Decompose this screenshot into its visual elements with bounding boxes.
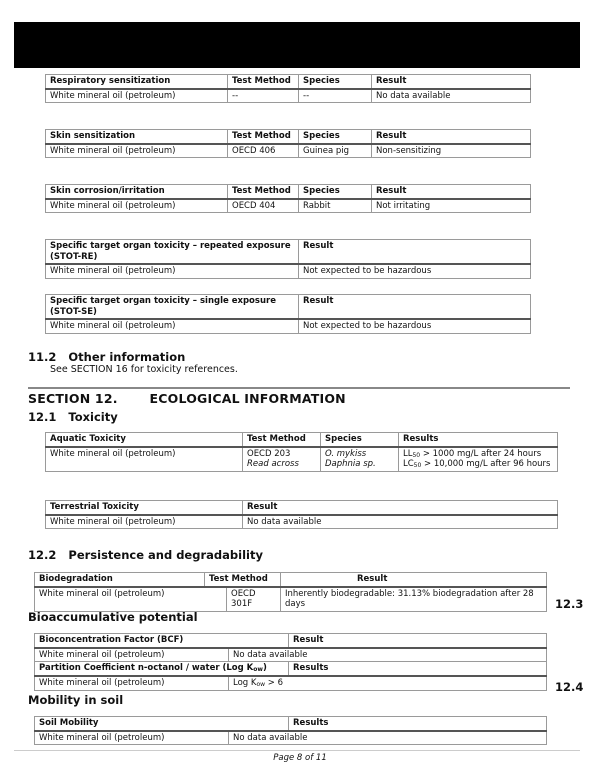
section-11-2-title: 11.2 Other information: [28, 350, 186, 364]
table-row: [46, 319, 531, 333]
respiratory-sensitization-table: [45, 74, 531, 103]
table-header: Soil Mobility: [35, 717, 289, 731]
footer-divider: [14, 750, 580, 751]
table-header: Species: [299, 185, 372, 199]
result-cell: No data available: [229, 648, 547, 662]
table-header: Result: [243, 501, 558, 515]
table-header: Bioconcentration Factor (BCF): [35, 634, 289, 648]
section-12-title: SECTION 12. ECOLOGICAL INFORMATION: [28, 391, 346, 406]
substance-cell: White mineral oil (petroleum): [46, 144, 228, 158]
method-cell: --: [228, 89, 299, 103]
results-cell: [399, 447, 558, 472]
result-cell: No data available: [372, 89, 531, 103]
method-cell: OECD 406: [228, 144, 299, 158]
section-12-1-title: 12.1 Toxicity: [28, 410, 118, 424]
result-cell: Non-sensitizing: [372, 144, 531, 158]
result-line: $LL_{50} > 1000$ mg/L after 24 hours: [403, 448, 542, 459]
soil-mobility-table: [34, 716, 547, 745]
table-row: [46, 199, 531, 213]
skin-sensitization-table: [45, 129, 531, 158]
table-header: Partition Coefficient n-octanol / water (Log $K_{ow}$): [35, 662, 289, 676]
result-cell: Log $K_{ow} > 6$: [229, 676, 547, 690]
table-header: Result: [299, 240, 531, 265]
side-heading-12-3: 12.3: [555, 597, 584, 611]
method-cell: [243, 447, 321, 472]
bioaccumulation-table: [34, 633, 547, 691]
table-header: Result: [289, 634, 547, 648]
species-cell: Guinea pig: [299, 144, 372, 158]
result-cell: Inherently biodegradable: 31.13% biodegradation after 28 days: [281, 587, 547, 612]
table-header: Species: [321, 433, 399, 447]
table-header: Biodegradation: [35, 573, 205, 587]
table-header: Terrestrial Toxicity: [46, 501, 243, 515]
species-cell: --: [299, 89, 372, 103]
table-header: Species: [299, 75, 372, 89]
section-12-2-title: 12.2 Persistence and degradability: [28, 548, 263, 562]
result-cell: No data available: [243, 515, 558, 529]
table-header: Species: [299, 130, 372, 144]
substance-cell: White mineral oil (petroleum): [46, 199, 228, 213]
table-header: Specific target organ toxicity – repeated exposure (STOT-RE): [46, 240, 299, 265]
result-cell: Not expected to be hazardous: [299, 319, 531, 333]
table-header: Test Method: [228, 75, 299, 89]
table-row: [35, 587, 547, 612]
skin-corrosion-table: [45, 184, 531, 213]
page-number: Page 8 of 11: [273, 753, 327, 763]
table-row: [35, 676, 547, 690]
stot-se-table: [45, 294, 531, 334]
mobility-title: Mobility in soil: [28, 693, 124, 707]
table-header: Test Method: [228, 130, 299, 144]
table-header: Result: [372, 185, 531, 199]
table-header: Results: [399, 433, 558, 447]
terrestrial-toxicity-table: [45, 500, 558, 529]
table-header: Results: [289, 717, 547, 731]
table-header: Respiratory sensitization: [46, 75, 228, 89]
substance-cell: White mineral oil (petroleum): [46, 89, 228, 103]
table-row: [35, 731, 547, 745]
result-cell: No data available: [229, 731, 547, 745]
substance-cell: White mineral oil (petroleum): [35, 648, 229, 662]
table-header: Result: [281, 573, 547, 587]
table-row: [46, 144, 531, 158]
result-cell: Not irritating: [372, 199, 531, 213]
table-header: Test Method: [228, 185, 299, 199]
substance-cell: White mineral oil (petroleum): [46, 319, 299, 333]
species-line: Daphnia sp.: [325, 459, 376, 470]
method-cell: OECD 301F: [227, 587, 281, 612]
aquatic-toxicity-table: [45, 432, 558, 472]
species-cell: [321, 447, 399, 472]
section-separator: [28, 387, 570, 389]
table-header: Aquatic Toxicity: [46, 433, 243, 447]
table-row: [46, 89, 531, 103]
method-line: OECD 203: [247, 448, 291, 459]
table-header: Result: [372, 75, 531, 89]
method-cell: OECD 404: [228, 199, 299, 213]
result-line: $LC_{50} > 10,000$ mg/L after 96 hours: [403, 459, 551, 470]
section-11-2-text: See SECTION 16 for toxicity references.: [50, 364, 238, 375]
substance-cell: White mineral oil (petroleum): [46, 515, 243, 529]
table-header: Skin corrosion/irritation: [46, 185, 228, 199]
species-line: O. mykiss: [325, 448, 367, 459]
table-row: [46, 515, 558, 529]
substance-cell: White mineral oil (petroleum): [35, 587, 227, 612]
side-heading-12-4: 12.4: [555, 680, 584, 694]
table-row: [35, 648, 547, 662]
header-bar: [14, 22, 580, 68]
substance-cell: White mineral oil (petroleum): [46, 447, 243, 472]
substance-cell: White mineral oil (petroleum): [35, 676, 229, 690]
species-cell: Rabbit: [299, 199, 372, 213]
substance-cell: White mineral oil (petroleum): [35, 731, 229, 745]
table-header: Skin sensitization: [46, 130, 228, 144]
table-header: Result: [299, 295, 531, 320]
method-line: Read across: [247, 459, 299, 470]
biodegradation-table: [34, 572, 547, 612]
substance-cell: White mineral oil (petroleum): [46, 264, 299, 278]
table-row: [46, 264, 531, 278]
stot-re-table: [45, 239, 531, 279]
bioaccumulative-title: Bioaccumulative potential: [28, 610, 198, 624]
table-header: Specific target organ toxicity – single exposure (STOT-SE): [46, 295, 299, 320]
table-row: [46, 447, 558, 472]
table-header: Results: [289, 662, 547, 676]
table-header: Test Method: [205, 573, 281, 587]
table-header: Test Method: [243, 433, 321, 447]
table-header: Result: [372, 130, 531, 144]
result-cell: Not expected to be hazardous: [299, 264, 531, 278]
